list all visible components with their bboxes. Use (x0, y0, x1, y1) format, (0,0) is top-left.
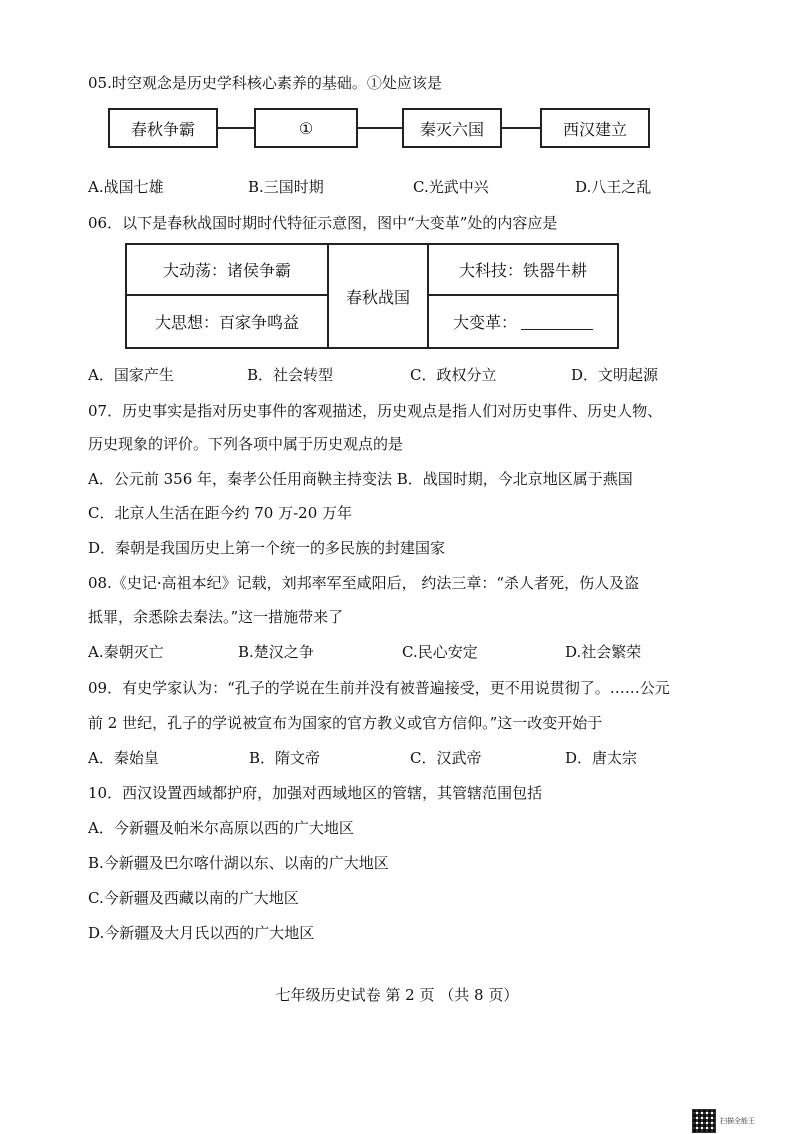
q06-option-c: C．政权分立 (410, 366, 497, 384)
q05-stem: 05.时空观念是历史学科核心素养的基础。①处应该是 (88, 74, 442, 92)
q10-option-a: A．今新疆及帕米尔高原以西的广大地区 (88, 819, 354, 837)
timeline-connector (216, 127, 254, 129)
q05-option-a: A.战国七雄 (88, 178, 164, 196)
q10-option-c: C.今新疆及西藏以南的广大地区 (88, 889, 299, 907)
q10-stem: 10．西汉设置西域都护府，加强对西域地区的管辖，其管辖范围包括 (88, 784, 543, 802)
q08-option-b: B.楚汉之争 (238, 643, 314, 661)
timeline-box-4: 西汉建立 (540, 108, 650, 148)
q09-option-c: C．汉武帝 (410, 749, 482, 767)
q06-option-b: B．社会转型 (247, 366, 334, 384)
q08-stem-line1: 08.《史记·高祖本纪》记载，刘邦率军至咸阳后， 约法三章：“杀人者死，伤人及盗 (88, 574, 640, 592)
q08-option-c: C.民心安定 (402, 643, 478, 661)
table-cell-reform (429, 296, 617, 347)
scanner-watermark (692, 1108, 784, 1134)
q09-option-d: D．唐太宗 (565, 749, 638, 767)
q10-option-b: B.今新疆及巴尔喀什湖以东、以南的广大地区 (88, 854, 389, 872)
q09-stem-line2: 前 2 世纪，孔子的学说被宣布为国家的官方教义或官方信仰。”这一改变开始于 (88, 714, 603, 732)
q09-option-a: A．秦始皇 (88, 749, 159, 767)
timeline-connector (500, 127, 540, 129)
q08-stem-line2: 抵罪，余悉除去秦法。”这一措施带来了 (88, 608, 344, 626)
q07-option-d: D．秦朝是我国历史上第一个统一的多民族的封建国家 (88, 539, 446, 557)
reform-label: 大变革： (452, 313, 517, 332)
qr-code-icon (692, 1109, 716, 1133)
q10-option-d: D.今新疆及大月氏以西的广大地区 (88, 924, 315, 942)
page-footer: 七年级历史试卷 第 2 页 （共 8 页） (275, 986, 519, 1004)
table-cell-center: 春秋战国 (345, 287, 410, 307)
timeline-box-1: 春秋争霸 (108, 108, 218, 148)
q06-option-a: A．国家产生 (88, 366, 174, 384)
q07-option-ab: A．公元前 356 年，秦孝公任用商鞅主持变法 B．战国时期，今北京地区属于燕国 (88, 470, 633, 488)
timeline-connector (356, 127, 402, 129)
scanner-label: 扫描全能王 (720, 1117, 755, 1125)
q09-stem-line1: 09．有史学家认为：“孔子的学说在生前并没有被普遍接受，更不用说贯彻了。……公元 (88, 679, 670, 697)
timeline-box-3: 秦灭六国 (402, 108, 502, 148)
table-cell-turmoil: 大动荡：诸侯争霸 (162, 261, 291, 280)
q07-option-c: C．北京人生活在距今约 70 万-20 万年 (88, 504, 353, 522)
q05-option-c: C.光武中兴 (413, 178, 489, 196)
q09-option-b: B．隋文帝 (249, 749, 321, 767)
timeline-box-2: ① (254, 108, 358, 148)
q06-stem: 06．以下是春秋战国时期时代特征示意图，图中“大变革”处的内容应是 (88, 214, 558, 232)
q07-stem-line2: 历史现象的评价。下列各项中属于历史观点的是 (88, 435, 404, 453)
q05-option-d: D.八王之乱 (575, 178, 652, 196)
table-cell-technology: 大科技：铁器牛耕 (458, 261, 587, 280)
q07-stem-line1: 07．历史事实是指对历史事件的客观描述，历史观点是指人们对历史事件、历史人物、 (88, 402, 663, 420)
era-features-table (125, 243, 619, 349)
answer-blank (521, 313, 593, 330)
q06-option-d: D．文明起源 (571, 366, 659, 384)
q05-option-b: B.三国时期 (248, 178, 324, 196)
q08-option-d: D.社会繁荣 (565, 643, 642, 661)
q08-option-a: A.秦朝灭亡 (88, 643, 164, 661)
table-cell-thought: 大思想：百家争鸣益 (154, 313, 299, 332)
